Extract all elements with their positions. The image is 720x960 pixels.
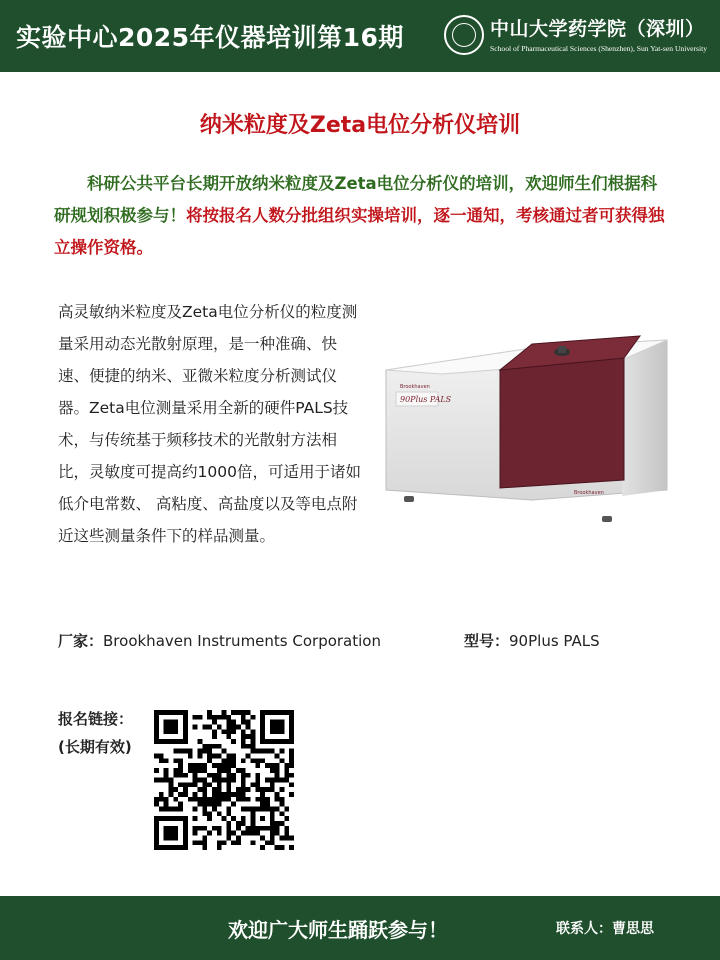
training-title: 纳米粒度及Zeta电位分析仪培训 xyxy=(199,113,521,138)
intro-red-text: 将按报名人数分批组织实操培训，逐一通知，考核通过者可获得独立操作资格。 xyxy=(54,206,665,257)
registration-qr-code[interactable] xyxy=(154,710,294,850)
manufacturer-info xyxy=(58,630,381,651)
university-name-en: School of Pharmaceutical Sciences (Shenzhen), Sun Yat-sen University xyxy=(490,44,708,53)
manufacturer-value: Brookhaven Instruments Corporation xyxy=(103,632,381,650)
page-title: 实验中心2025年仪器培训第16期 xyxy=(16,23,404,52)
intro-paragraph xyxy=(54,168,666,264)
model-info xyxy=(464,630,600,651)
manufacturer-label: 厂家： xyxy=(58,632,104,650)
registration-validity: (长期有效) xyxy=(58,738,132,756)
university-logo xyxy=(444,13,720,59)
footer-slogan: 欢迎广大师生踊跃参与！ xyxy=(228,918,448,942)
instrument-model-label: 90Plus PALS xyxy=(400,395,452,404)
registration-label: 报名链接： xyxy=(58,710,134,728)
instrument-brand-label: Brookhaven xyxy=(400,384,430,390)
intro-green-text: 科研公共平台长期开放纳米粒度及Zeta电位分析仪的培训，欢迎师生们根据科研规划积极参与！ xyxy=(54,174,658,225)
header-bar xyxy=(0,0,720,72)
instrument-description: 高灵敏纳米粒度及Zeta电位分析仪的粒度测量采用动态光散射原理，是一种准确、快速、便捷的纳米、亚微米粒度分析测试仪器。Zeta电位测量采用全新的硬件PALS技术，与传统基于频移技术的光散射方法相比，灵敏度可提高约1000倍，可适用于诸如低介电常数、 高粘度、高盐度以及等电点附近这些测量条件下的样品测量。 xyxy=(58,303,361,545)
footer-bar xyxy=(0,896,720,960)
university-name-cn: 中山大学药学院（深圳） xyxy=(490,18,705,40)
instrument-image xyxy=(382,330,682,530)
model-value: 90Plus PALS xyxy=(509,632,600,650)
instrument-footer-brand: Brookhaven xyxy=(574,490,604,496)
university-emblem-icon xyxy=(444,15,484,55)
contact-person: 联系人：曹思思 xyxy=(556,921,654,937)
model-label: 型号： xyxy=(464,632,510,650)
